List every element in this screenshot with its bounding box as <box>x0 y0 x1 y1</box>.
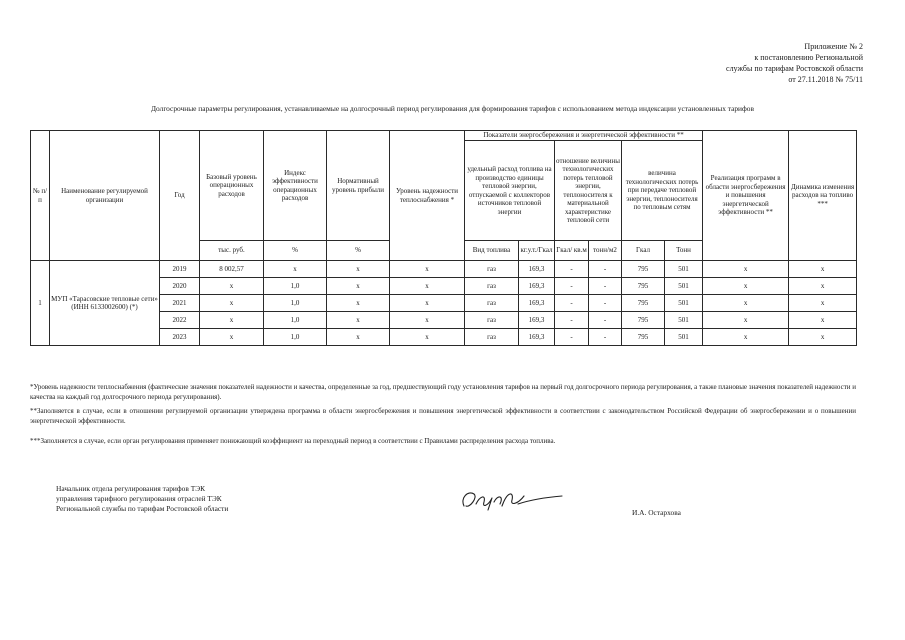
document-title: Долгосрочные параметры регулирования, устанавливаемые на долгосрочный период регулирования для формирования тарифов с использованием метода индексации установленных тарифов <box>151 104 754 113</box>
cell-loss-ton: 501 <box>665 261 703 278</box>
header-program: Реализация программ в области энергосбережения и повышения энергетической эффективности ** <box>703 131 789 261</box>
header-year: Год <box>160 131 200 261</box>
signatory-position <box>56 484 316 514</box>
cell-index: 1,0 <box>264 329 327 346</box>
header-base-level: Базовый уровень операционных расходов <box>200 131 264 241</box>
unit-loss-ton: Тонн <box>665 241 703 261</box>
appendix-line-3: службы по тарифам Ростовской области <box>726 64 863 73</box>
unit-ratio-gcal: Гкал/ кв.м <box>555 241 589 261</box>
cell-fuel: газ <box>465 312 519 329</box>
table-row <box>31 261 857 278</box>
header-loss-ratio: отношение величины технологических потерь тепловой энергии, теплоносителя к материальной характеристике тепловой сети <box>555 141 622 241</box>
cell-loss-gcal: 795 <box>622 329 665 346</box>
cell-fuel-rate: 169,3 <box>519 312 555 329</box>
signatory-line-3: Региональной службы по тарифам Ростовской области <box>56 504 229 513</box>
cell-ratio-ton: - <box>589 295 622 312</box>
cell-profit: х <box>327 295 390 312</box>
cell-loss-gcal: 795 <box>622 278 665 295</box>
cell-loss-ton: 501 <box>665 329 703 346</box>
cell-ratio-gcal: - <box>555 278 589 295</box>
cell-program: х <box>703 261 789 278</box>
cell-ratio-gcal: - <box>555 295 589 312</box>
cell-loss-gcal: 795 <box>622 261 665 278</box>
cell-year: 2021 <box>160 295 200 312</box>
header-profit-level: Нормативный уровень прибыли <box>327 131 390 241</box>
cell-reliability: х <box>390 329 465 346</box>
cell-year: 2020 <box>160 278 200 295</box>
appendix-line-1: Приложение № 2 <box>804 42 863 51</box>
cell-program: х <box>703 278 789 295</box>
cell-base: х <box>200 295 264 312</box>
footnote-energy-program: **Заполняется в случае, если в отношении регулируемой организации утверждена программа в области энергосбережения и повышения энергетической эффективности в соответствии с законодательством Российской Федерации об энергосбережении и о повышении энергетической эффективности. <box>30 407 856 425</box>
cell-ratio-ton: - <box>589 312 622 329</box>
cell-program: х <box>703 312 789 329</box>
cell-index: х <box>264 261 327 278</box>
cell-ratio-ton: - <box>589 261 622 278</box>
header-fuel-dynamics: Динамика изменения расходов на топливо *** <box>789 131 857 261</box>
org-number: 1 <box>31 261 50 346</box>
unit-fuel-rate: кг.у.т./Гкал <box>519 241 555 261</box>
cell-loss-gcal: 795 <box>622 312 665 329</box>
signatory-name: И.А. Остархова <box>632 508 681 517</box>
handwritten-signature <box>458 486 568 514</box>
cell-loss-ton: 501 <box>665 295 703 312</box>
cell-fuel-rate: 169,3 <box>519 295 555 312</box>
cell-loss-ton: 501 <box>665 312 703 329</box>
org-name: МУП «Тарасовские тепловые сети» (ИНН 6133002600) (*) <box>50 261 160 346</box>
cell-dynamics: х <box>789 261 857 278</box>
cell-ratio-gcal: - <box>555 261 589 278</box>
cell-program: х <box>703 295 789 312</box>
unit-index: % <box>264 241 327 261</box>
parameters-table <box>30 130 857 346</box>
cell-base: х <box>200 312 264 329</box>
unit-base: тыс. руб. <box>200 241 264 261</box>
header-energy-group: Показатели энергосбережения и энергетической эффективности ** <box>465 131 703 141</box>
header-losses: величина технологических потерь при передаче тепловой энергии, теплоносителя по тепловым сетям <box>622 141 703 241</box>
cell-fuel-rate: 169,3 <box>519 329 555 346</box>
cell-loss-ton: 501 <box>665 278 703 295</box>
cell-fuel-rate: 169,3 <box>519 278 555 295</box>
unit-fuel-type: Вид топлива <box>465 241 519 261</box>
cell-ratio-gcal: - <box>555 329 589 346</box>
cell-dynamics: х <box>789 329 857 346</box>
cell-reliability: х <box>390 261 465 278</box>
cell-fuel: газ <box>465 261 519 278</box>
cell-dynamics: х <box>789 295 857 312</box>
cell-base: х <box>200 329 264 346</box>
cell-base: 8 002,57 <box>200 261 264 278</box>
cell-dynamics: х <box>789 278 857 295</box>
cell-ratio-ton: - <box>589 278 622 295</box>
cell-year: 2019 <box>160 261 200 278</box>
cell-fuel-rate: 169,3 <box>519 261 555 278</box>
cell-profit: х <box>327 329 390 346</box>
cell-profit: х <box>327 261 390 278</box>
cell-dynamics: х <box>789 312 857 329</box>
appendix-block <box>603 41 863 85</box>
header-fuel-rate: удельный расход топлива на производство единицы тепловой энергии, отпускаемой с коллекторов источников тепловой энергии <box>465 141 555 241</box>
cell-fuel: газ <box>465 278 519 295</box>
cell-fuel: газ <box>465 329 519 346</box>
cell-index: 1,0 <box>264 295 327 312</box>
cell-ratio-ton: - <box>589 329 622 346</box>
cell-program: х <box>703 329 789 346</box>
footnote-fuel-dynamics: ***Заполняется в случае, если орган регулирования применяет понижающий коэффициент на переходный период в соответствии с Правилами распределения расхода топлива. <box>30 437 556 445</box>
header-num: № п/п <box>31 131 50 261</box>
signatory-line-2: управления тарифного регулирования отраслей ТЭК <box>56 494 222 503</box>
cell-profit: х <box>327 278 390 295</box>
cell-reliability: х <box>390 278 465 295</box>
header-org-name: Наименование регулируемой организации <box>50 131 160 261</box>
cell-reliability: х <box>390 295 465 312</box>
unit-loss-gcal: Гкал <box>622 241 665 261</box>
cell-ratio-gcal: - <box>555 312 589 329</box>
cell-loss-gcal: 795 <box>622 295 665 312</box>
cell-profit: х <box>327 312 390 329</box>
appendix-line-4: от 27.11.2018 № 75/11 <box>788 75 863 84</box>
footnote-reliability: *Уровень надежности теплоснабжения (фактические значения показателей надежности и качества, определенные за год, предшествующий году установления тарифов на первый год долгосрочного периода регулирования, а также плановые значения показателей надежности и качества на каждый год долгосрочного периода регулирования). <box>30 383 856 401</box>
unit-profit: % <box>327 241 390 261</box>
signatory-line-1: Начальник отдела регулирования тарифов ТЭК <box>56 484 206 493</box>
header-row-group <box>31 131 857 141</box>
cell-year: 2023 <box>160 329 200 346</box>
cell-fuel: газ <box>465 295 519 312</box>
header-efficiency-index: Индекс эффективности операционных расходов <box>264 131 327 241</box>
appendix-line-2: к постановлению Региональной <box>754 53 863 62</box>
cell-reliability: х <box>390 312 465 329</box>
cell-year: 2022 <box>160 312 200 329</box>
cell-index: 1,0 <box>264 278 327 295</box>
cell-index: 1,0 <box>264 312 327 329</box>
unit-ratio-ton: тонн/м2 <box>589 241 622 261</box>
cell-base: х <box>200 278 264 295</box>
header-reliability: Уровень надежности теплоснабжения * <box>390 131 465 261</box>
